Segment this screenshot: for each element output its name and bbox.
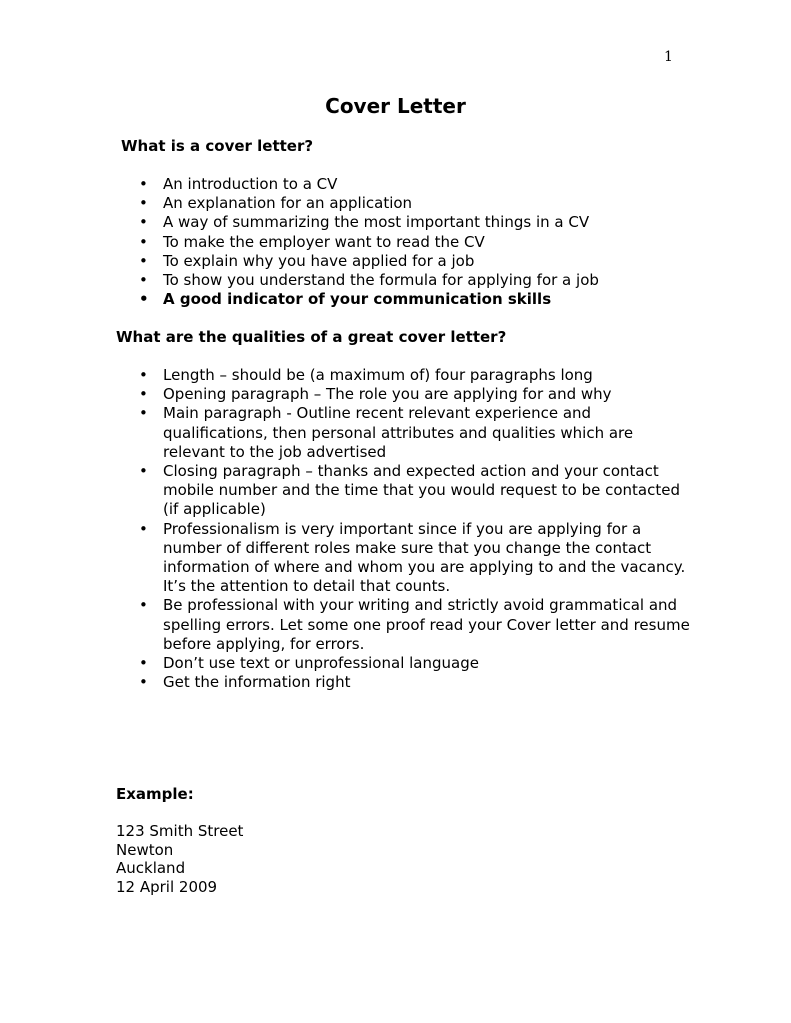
list-item: • Opening paragraph – The role you are applying for and why [163,385,693,404]
list-item: • An introduction to a CV [163,175,693,194]
what-is-list [163,175,693,309]
page-number: 1 [664,49,673,65]
section-heading-example: Example: [116,785,194,803]
list-item: • Main paragraph - Outline recent relevant experience and qualifications, then personal attributes and qualities which are relevant to the job advertised [163,404,693,462]
list-item: • A way of summarizing the most important things in a CV [163,213,693,232]
list-item: • To explain why you have applied for a job [163,252,693,271]
address-suburb: Newton [116,840,174,859]
address-date: 12 April 2009 [116,877,218,896]
list-item: • Don’t use text or unprofessional language [163,654,693,673]
list-item: • To show you understand the formula for applying for a job [163,271,693,290]
list-item: • Length – should be (a maximum of) four paragraphs long [163,366,693,385]
list-item-emphasized: • A good indicator of your communication skills [163,290,693,309]
list-item: • An explanation for an application [163,194,693,213]
address-city: Auckland [116,859,186,878]
list-item: • Professionalism is very important since if you are applying for a number of different roles make sure that you change the contact information of where and whom you are applying to and the vacancy. It’s the attention to detail that counts. [163,520,693,597]
list-item: • Closing paragraph – thanks and expected action and your contact mobile number and the time that you would request to be contacted (if applicable) [163,462,693,520]
page-title: Cover Letter [325,94,466,118]
list-item: • Be professional with your writing and strictly avoid grammatical and spelling errors. Let some one proof read your Cover letter and resume before applying, for errors. [163,596,693,654]
list-item: • To make the employer want to read the CV [163,233,693,252]
address-street: 123 Smith Street [116,822,244,840]
section-heading-what-is: What is a cover letter? [121,137,314,155]
example-address [116,822,243,896]
section-heading-qualities: What are the qualities of a great cover letter? [116,328,507,346]
list-item: • Get the information right [163,673,693,692]
qualities-list [163,366,693,692]
